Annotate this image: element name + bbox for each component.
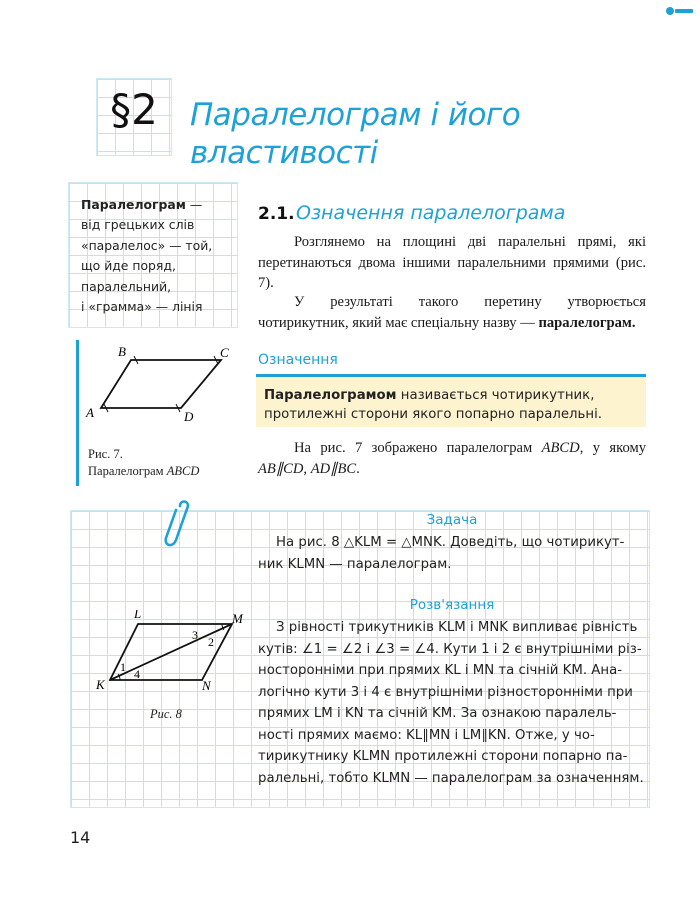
etymology-term: Паралелограм xyxy=(81,197,186,212)
solution-line: ності прямих маємо: KL∥MN і LM∥KN. Отже, у чо- xyxy=(258,727,595,743)
paperclip-icon xyxy=(160,498,192,550)
definition-box xyxy=(256,374,646,427)
etymology-note xyxy=(68,182,238,328)
vertex-k-label: K xyxy=(96,677,105,692)
figure-7 xyxy=(76,340,236,486)
figure-7-caption-line1: Рис. 7. xyxy=(88,447,123,461)
etymology-line: — xyxy=(185,197,203,212)
paragraph-3-relation: AD∥BC xyxy=(310,460,357,477)
task-text xyxy=(258,532,644,575)
etymology-line: що йде поряд, xyxy=(81,258,176,274)
vertex-l-label: L xyxy=(134,610,142,621)
etymology-line: від грецьких слів xyxy=(81,217,195,233)
solution-heading: Розв'язання xyxy=(409,597,495,613)
figure-7-caption-name: ABCD xyxy=(166,464,200,478)
page-number: 14 xyxy=(70,828,91,847)
paragraph-3-relation: AB∥CD xyxy=(258,460,304,477)
figure-8-caption: Рис. 8 xyxy=(150,707,182,721)
paragraph-2 xyxy=(258,292,646,333)
vertex-d-label: D xyxy=(184,409,194,424)
paragraph-3-separator: , xyxy=(303,460,311,477)
solution-text xyxy=(258,617,644,789)
chapter-title xyxy=(190,96,630,172)
solution-line: тирикутнику KLMN протилежні сторони попарно па- xyxy=(258,749,628,764)
task-line: На рис. 8 △KLM = △MNK. Доведіть, що чотирикут- xyxy=(276,535,625,550)
paragraph-3 xyxy=(258,438,646,479)
paragraph-2-text: У результаті такого перетину утворюється чотирикутник, який має спеціальну назву — xyxy=(258,294,646,331)
angle-2-label: 2 xyxy=(208,635,214,649)
paragraph-3-text: На рис. 7 зображено паралелограм xyxy=(294,440,542,456)
section-title: Означення паралелограма xyxy=(296,202,566,224)
vertex-c-label: C xyxy=(220,345,229,360)
figure-7-caption-line2: Паралелограм xyxy=(88,464,167,478)
vertex-a-label: A xyxy=(86,405,94,420)
paragraph-3-name: ABCD xyxy=(541,440,580,456)
paragraph-3-end: . xyxy=(356,460,360,477)
solution-line: кутів: ∠1 = ∠2 і ∠3 = ∠4. Кути 1 і 2 є внутрішніми різ- xyxy=(258,641,642,657)
angle-4-label: 4 xyxy=(134,667,140,681)
task-heading: Задача xyxy=(426,512,478,528)
definition-heading: Означення xyxy=(258,352,338,368)
vertex-b-label: B xyxy=(118,344,126,359)
etymology-line: паралельний, xyxy=(81,278,172,294)
solution-line: ралельні, тобто KLMN — паралелограм за означенням. xyxy=(258,770,644,786)
solution-line: прямих LM і KN та січній KM. За ознакою паралель- xyxy=(258,706,617,721)
paragraph-symbol: §2 xyxy=(110,85,158,134)
solution-line: З рівності трикутників KLM і MNK випливає рівність xyxy=(276,620,638,635)
angle-3-label: 3 xyxy=(192,628,198,642)
definition-text: називається чотирикутник, протилежні сторони якого попарно паралельні. xyxy=(264,388,602,422)
paragraph-3-text: , у якому xyxy=(579,440,647,456)
paragraph-2-term: паралелограм. xyxy=(538,314,636,331)
angle-1-label: 1 xyxy=(120,660,126,674)
paragraph-1: Розглянемо на площині дві паралельні прямі, які перетинаються двома іншими паралельними прямими (рис. 7). xyxy=(258,234,646,291)
parallelogram-abcd-drawing xyxy=(76,340,236,430)
chapter-title-line2: властивості xyxy=(190,135,378,171)
figure-7-caption xyxy=(88,446,199,480)
definition-term: Паралелограмом xyxy=(264,388,397,403)
vertex-n-label: N xyxy=(202,678,211,693)
etymology-line: і «грамма» — лінія xyxy=(81,299,203,315)
etymology-line: «паралелос» — той, xyxy=(81,237,213,253)
publisher-logo xyxy=(666,6,694,16)
task-line: ник KLMN — паралелограм. xyxy=(258,556,452,572)
paragraph-number-box xyxy=(96,78,172,156)
solution-line: логічно кути 3 і 4 є внутрішніми різносторонніми при xyxy=(258,684,633,700)
section-number: 2.1. xyxy=(258,204,295,224)
figure-8-drawing xyxy=(90,610,250,694)
chapter-title-line1: Паралелограм і його xyxy=(190,97,521,133)
solution-line: носторонніми при прямих KL і MN та січній KM. Ана- xyxy=(258,663,623,678)
vertex-m-label: M xyxy=(232,611,243,626)
